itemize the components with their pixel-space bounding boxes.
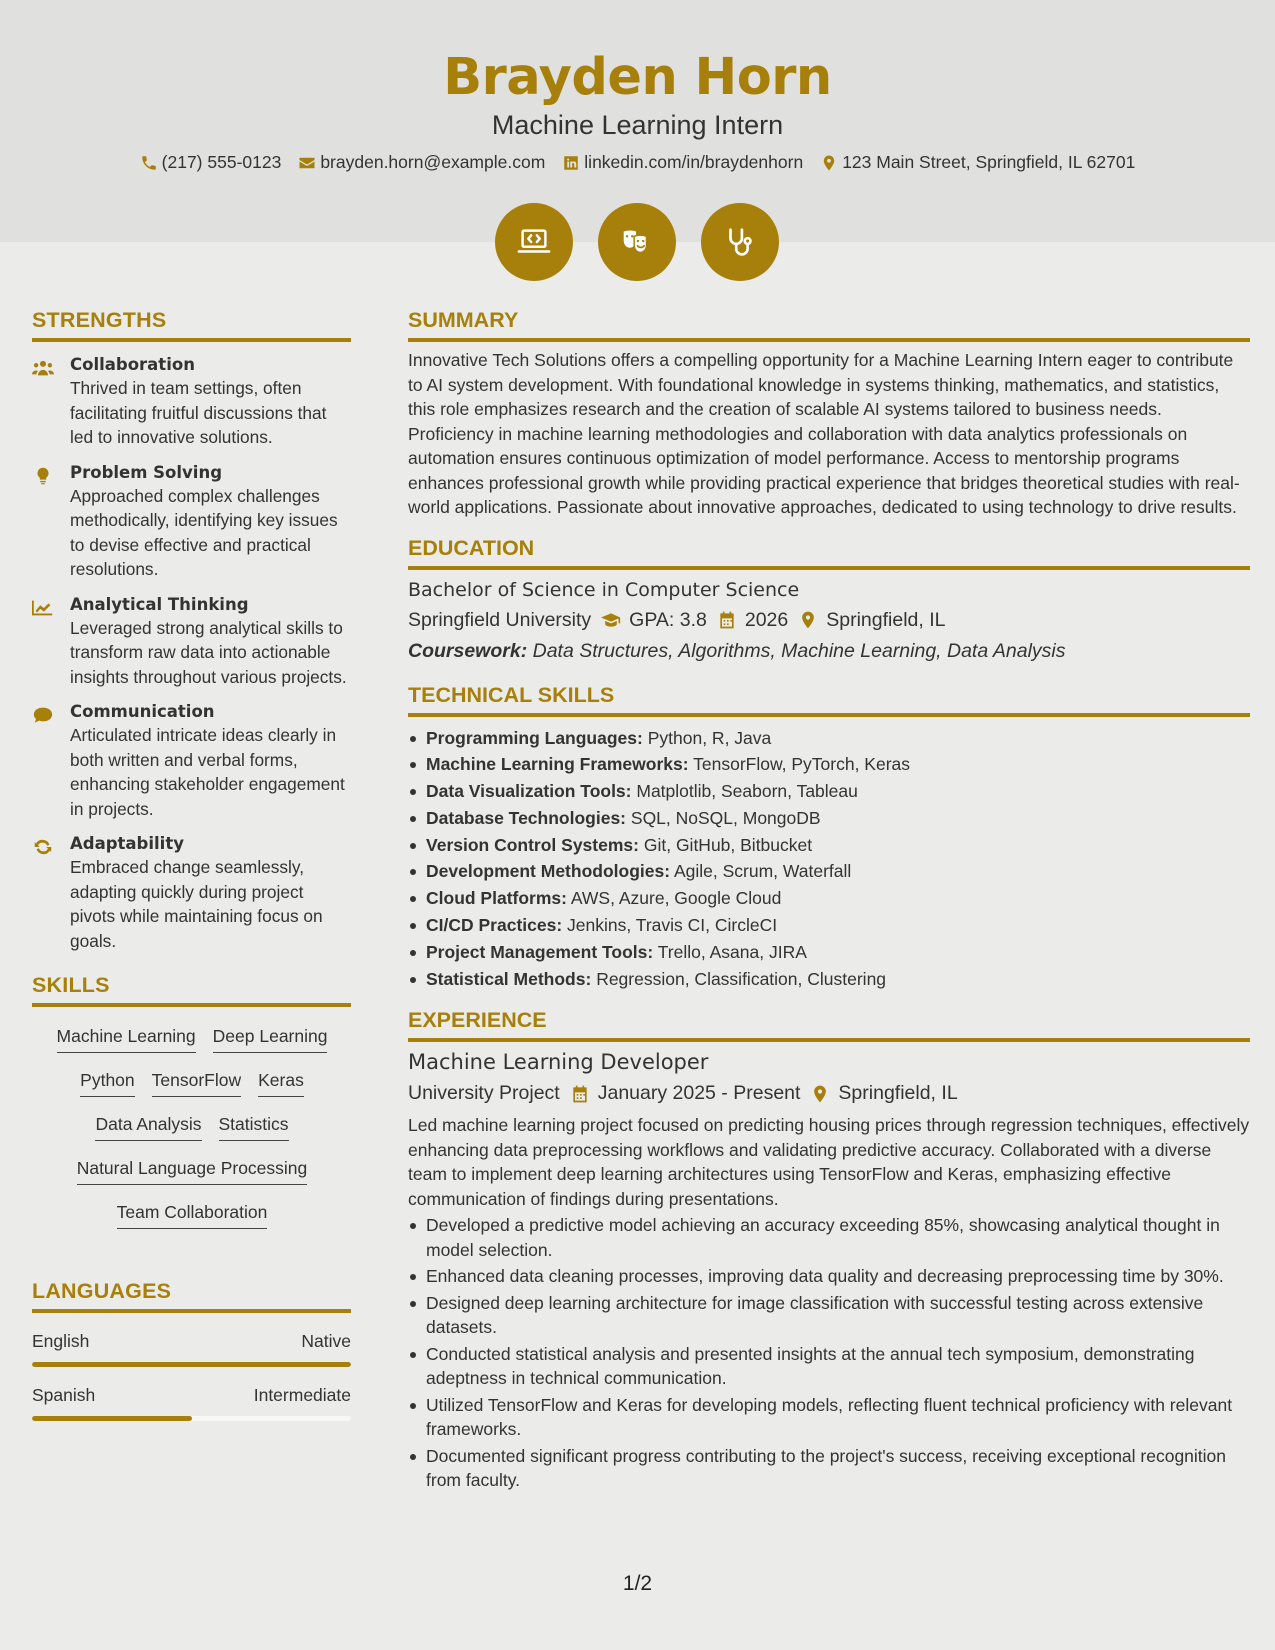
skill-tag: TensorFlow [152, 1065, 241, 1097]
experience-bullet: Conducted statistical analysis and presented insights at the annual tech symposium, demonstrating adeptness in technical communication. [408, 1342, 1250, 1391]
language-item [32, 1331, 351, 1367]
strength-title: Problem Solving [70, 462, 223, 482]
tech-skill-item [408, 725, 1250, 752]
tech-skill-label: Development Methodologies: [426, 861, 671, 882]
tech-skill-value: AWS, Azure, Google Cloud [570, 888, 782, 909]
tech-skill-value: Git, GitHub, Bitbucket [643, 834, 813, 855]
skill-tag: Statistics [219, 1109, 289, 1141]
tech-skill-value: Python, R, Java [647, 727, 772, 748]
strength-desc: Embraced change seamlessly, adapting quickly during project pivots while maintaining focus on goals. [70, 857, 323, 951]
stethoscope-icon [721, 223, 759, 261]
skill-tag: Data Analysis [95, 1109, 201, 1141]
strength-title: Adaptability [70, 834, 184, 853]
skills-tags [32, 1007, 351, 1235]
skill-tag: Python [80, 1065, 134, 1097]
tech-skill-value: Jenkins, Travis CI, CircleCI [567, 915, 778, 936]
skill-tag: Team Collaboration [117, 1197, 268, 1229]
tech-skill-item [408, 858, 1250, 885]
language-level: Intermediate [253, 1385, 351, 1405]
contact-row [0, 152, 1275, 173]
tech-skill-value: TensorFlow, PyTorch, Keras [693, 754, 911, 775]
strength-desc: Leveraged strong analytical skills to transform raw data into actionable insights throughout various projects. [70, 617, 347, 687]
experience-bullet: Enhanced data cleaning processes, improving data quality and decreasing preprocessing time by 30%. [408, 1264, 1250, 1289]
location-pin-icon [810, 1084, 830, 1104]
tech-skill-label: Cloud Platforms: [426, 888, 567, 909]
candidate-name: Brayden Horn [443, 48, 832, 107]
language-progress-fill [32, 1362, 351, 1367]
experience-location: Springfield, IL [838, 1082, 958, 1105]
experience-bullet: Utilized TensorFlow and Keras for developing models, reflecting fluent technical proficiency with relevant frameworks. [408, 1393, 1250, 1442]
tech-skill-label: Project Management Tools: [426, 941, 654, 962]
strength-title: Communication [70, 702, 215, 721]
location-pin-icon [820, 154, 838, 172]
phone-text: (217) 555-0123 [161, 152, 282, 172]
tech-skill-label: Programming Languages: [426, 727, 643, 748]
language-progress-fill [32, 1416, 192, 1421]
right-column [408, 308, 1250, 1495]
coursework-list: Data Structures, Algorithms, Machine Learning, Data Analysis [532, 639, 1066, 662]
experience-meta [408, 1082, 1250, 1105]
linkedin-text: linkedin.com/in/braydenhorn [584, 152, 804, 172]
language-name: English [32, 1331, 90, 1351]
contact-linkedin[interactable] [562, 152, 803, 173]
contact-address [820, 152, 1135, 173]
language-progress-bar [32, 1362, 351, 1367]
coursework-label: Coursework: [408, 639, 528, 662]
skills-heading: SKILLS [32, 973, 351, 1007]
laptop-code-badge [495, 203, 573, 281]
contact-email[interactable] [298, 152, 545, 173]
sync-icon [32, 838, 54, 856]
stethoscope-badge [701, 203, 779, 281]
tech-skill-value: Regression, Classification, Clustering [596, 968, 887, 989]
language-progress-bar [32, 1416, 351, 1421]
users-icon [32, 359, 54, 377]
degree-title: Bachelor of Science in Computer Science [408, 578, 800, 601]
school-location: Springfield, IL [826, 608, 946, 631]
tech-skill-label: Database Technologies: [426, 807, 627, 828]
skill-tag: Deep Learning [213, 1021, 328, 1053]
tech-skill-value: Trello, Asana, JIRA [657, 941, 807, 962]
strength-item [32, 595, 351, 690]
tech-skill-label: Data Visualization Tools: [426, 781, 632, 802]
summary-heading: SUMMARY [408, 308, 1250, 342]
tech-skill-label: Statistical Methods: [426, 968, 592, 989]
lightbulb-icon [32, 467, 54, 485]
technical-skills-list [408, 725, 1250, 993]
tech-skill-item [408, 966, 1250, 993]
strength-desc: Approached complex challenges methodically, identifying key issues to devise effective and practical resolutions. [70, 485, 338, 579]
languages-heading: LANGUAGES [32, 1279, 351, 1313]
strengths-heading: STRENGTHS [32, 308, 351, 342]
strength-item [32, 834, 351, 953]
technical-skills-heading: TECHNICAL SKILLS [408, 683, 1250, 717]
tech-skill-item [408, 912, 1250, 939]
job-title: Machine Learning Intern [491, 110, 784, 140]
summary-text: Innovative Tech Solutions offers a compelling opportunity for a Machine Learning Intern eager to contribute to AI system development. With foundational knowledge in systems thinking, mathematics, and statistics, this role emphasizes research and the creation of scalable AI systems tailored to business needs. Proficiency in machine learning methodologies and collaboration with data analytics professionals on automation ensures continuous optimization of model performance. Access to mentorship programs enhances professional growth while providing practical experience that bridges theoretical studies with real-world applications. Passionate about innovative approaches, dedicated to using technology to drive results. [408, 350, 1240, 517]
calendar-icon [717, 610, 737, 630]
tech-skill-label: Machine Learning Frameworks: [426, 754, 689, 775]
left-column [32, 308, 351, 1421]
language-item [32, 1385, 351, 1421]
strength-title: Collaboration [70, 355, 195, 374]
tech-skill-value: Matplotlib, Seaborn, Tableau [636, 781, 858, 802]
experience-bullet: Documented significant progress contributing to the project's success, receiving exceptional recognition from faculty. [408, 1444, 1250, 1493]
tech-skill-item [408, 805, 1250, 832]
tech-skill-item [408, 832, 1250, 859]
tech-skill-value: Agile, Scrum, Waterfall [673, 861, 852, 882]
strength-desc: Articulated intricate ideas clearly in both written and verbal forms, enhancing stakeholder engagement in projects. [70, 725, 345, 819]
theater-masks-icon [618, 223, 656, 261]
tech-skill-item [408, 751, 1250, 778]
laptop-code-icon [515, 223, 553, 261]
skill-tag: Machine Learning [57, 1021, 196, 1053]
strength-item [32, 463, 351, 582]
page-number: 1/2 [622, 1572, 653, 1595]
experience-bullets [408, 1213, 1250, 1493]
experience-dates: January 2025 - Present [597, 1082, 801, 1105]
experience-heading: EXPERIENCE [408, 1008, 1250, 1042]
email-text: brayden.horn@example.com [320, 152, 546, 172]
strength-item [32, 355, 351, 450]
location-pin-icon [798, 610, 818, 630]
experience-bullet: Designed deep learning architecture for image classification with successful testing across extensive datasets. [408, 1291, 1250, 1340]
address-text: 123 Main Street, Springfield, IL 62701 [842, 152, 1136, 172]
school-name: Springfield University [408, 608, 592, 631]
envelope-icon [298, 154, 316, 172]
tech-skill-value: SQL, NoSQL, MongoDB [630, 807, 821, 828]
experience-job-title: Machine Learning Developer [408, 1050, 709, 1075]
skill-tag: Keras [258, 1065, 304, 1097]
interest-badges [495, 203, 779, 281]
skill-tag: Natural Language Processing [77, 1153, 308, 1185]
calendar-icon [570, 1084, 590, 1104]
education-meta [408, 609, 1250, 632]
chart-line-icon [32, 599, 54, 617]
linkedin-icon [562, 154, 580, 172]
language-name: Spanish [32, 1385, 96, 1405]
tech-skill-label: Version Control Systems: [426, 834, 639, 855]
language-level: Native [301, 1331, 351, 1351]
strength-title: Analytical Thinking [70, 594, 249, 614]
strength-desc: Thrived in team settings, often facilitating fruitful discussions that led to innovative solutions. [70, 378, 327, 447]
tech-skill-item [408, 885, 1250, 912]
experience-org: University Project [408, 1082, 560, 1105]
tech-skill-label: CI/CD Practices: [426, 915, 563, 936]
contact-phone[interactable] [140, 152, 282, 173]
graduation-year: 2026 [744, 608, 789, 631]
tech-skill-item [408, 778, 1250, 805]
education-heading: EDUCATION [408, 536, 1250, 570]
gpa: GPA: 3.8 [629, 608, 707, 631]
graduation-cap-icon [601, 610, 621, 630]
comment-icon [32, 706, 54, 724]
strength-item [32, 702, 351, 821]
experience-bullet: Developed a predictive model achieving an accuracy exceeding 85%, showcasing analytical thought in model selection. [408, 1213, 1250, 1262]
experience-description: Led machine learning project focused on predicting housing prices through regression techniques, effectively enhancing data preprocessing workflows and validating predictive accuracy. Collaborated with a diverse team to implement deep learning architectures using TensorFlow and Keras, emphasizing effective communication of findings during presentations. [408, 1115, 1250, 1209]
theater-masks-badge [598, 203, 676, 281]
phone-icon [140, 154, 158, 172]
tech-skill-item [408, 939, 1250, 966]
coursework [408, 640, 1250, 663]
